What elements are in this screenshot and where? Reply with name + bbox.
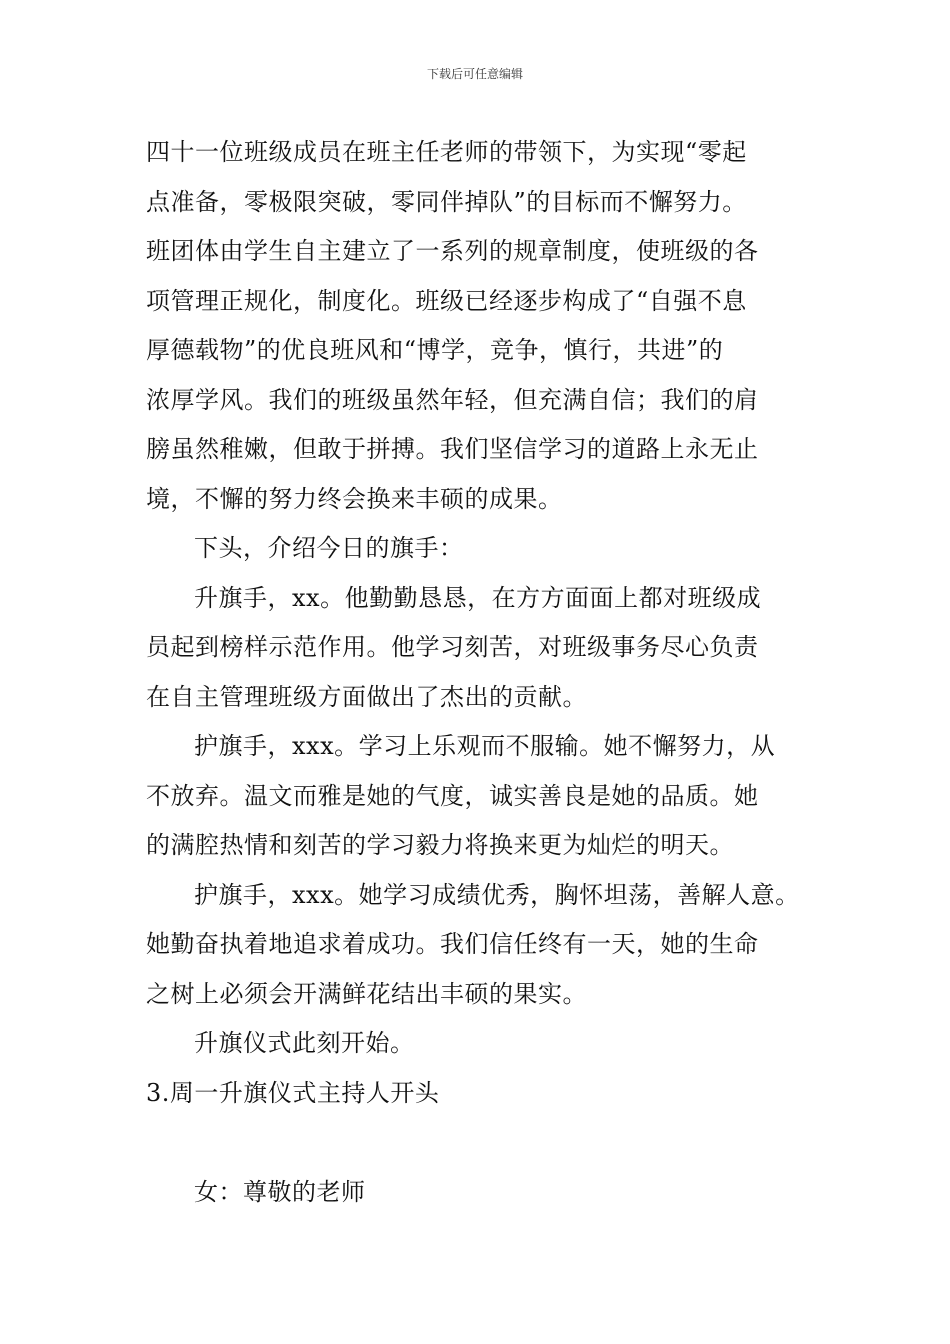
paragraph-start-line: 护旗手，xxx。她学习成绩优秀，胸怀坦荡，善解人意。: [194, 880, 800, 909]
text-line: 浓厚学风。我们的班级虽然年轻，但充满自信；我们的肩: [146, 385, 759, 414]
text-line: 点准备，零极限突破，零同伴掉队”的目标而不懈努力。: [146, 187, 747, 216]
text-line: 她勤奋执着地追求着成功。我们信任终有一天，她的生命: [146, 930, 759, 958]
text-line: 之树上必须会开满鲜花结出丰硕的果实。: [146, 979, 587, 1008]
text-line: 项管理正规化，制度化。班级已经逐步构成了“自强不息: [146, 286, 747, 315]
paragraph-start-line: 女：尊敬的老师: [194, 1177, 366, 1206]
page-header: 下载后可任意编辑: [426, 67, 523, 81]
text-line: 厚德载物”的优良班风和“博学，竞争，慎行，共进”的: [146, 336, 724, 364]
paragraph-start-line: 护旗手，xxx。学习上乐观而不服输。她不懈努力，从: [194, 732, 776, 760]
section-heading: 3.周一升旗仪式主持人开头: [146, 1078, 440, 1107]
text-line: 在自主管理班级方面做出了杰出的贡献。: [146, 682, 587, 711]
text-line: 膀虽然稚嫩，但敢于拼搏。我们坚信学习的道路上永无止: [146, 435, 759, 463]
text-line: 的满腔热情和刻苦的学习毅力将换来更为灿烂的明天。: [146, 831, 734, 859]
text-line: 班团体由学生自主建立了一系列的规章制度，使班级的各: [146, 237, 759, 265]
text-line: 境，不懈的努力终会换来丰硕的成果。: [146, 484, 563, 513]
text-line: 四十一位班级成员在班主任老师的带领下，为实现“零起: [146, 138, 747, 166]
blank-line: [146, 1118, 836, 1168]
text-line: 员起到榜样示范作用。他学习刻苦，对班级事务尽心负责: [146, 633, 759, 661]
paragraph-start-line: 升旗手，xx。他勤勤恳恳，在方方面面上都对班级成: [194, 583, 762, 612]
document-body: [146, 128, 836, 1217]
paragraph-start-line: 下头，介绍今日的旗手：: [194, 534, 464, 562]
paragraph-start-line: 升旗仪式此刻开始。: [194, 1029, 415, 1057]
text-line: 不放弃。温文而雅是她的气度，诚实善良是她的品质。她: [146, 781, 759, 810]
